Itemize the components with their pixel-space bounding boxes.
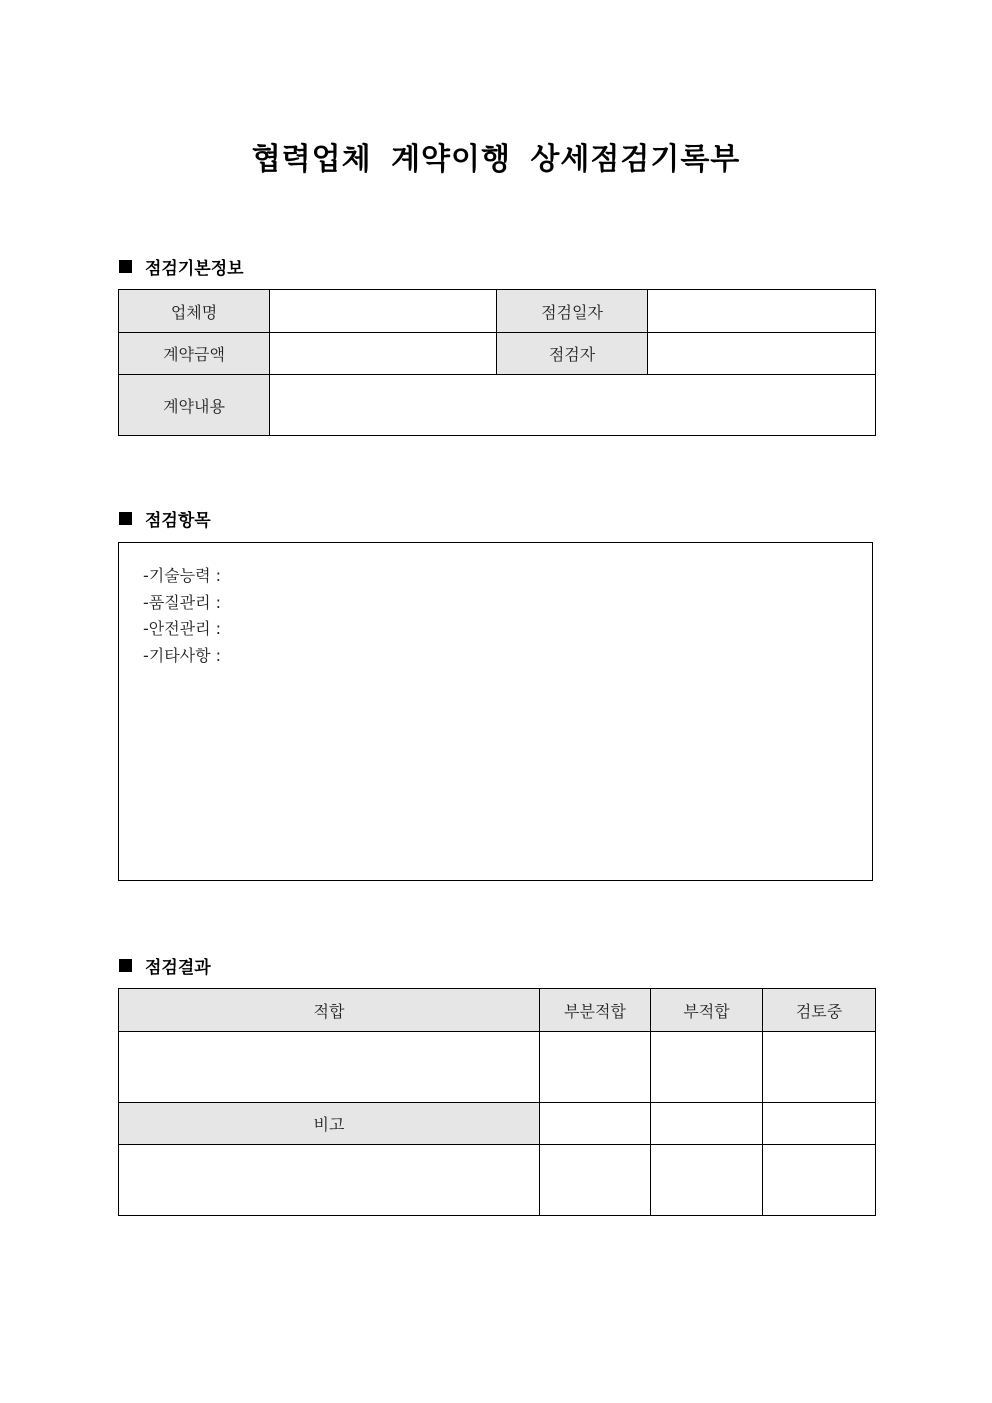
document-title: 협력업체 계약이행 상세점검기록부 bbox=[251, 142, 741, 177]
column-header-compliant: 적합 bbox=[119, 989, 540, 1032]
empty-cell[interactable] bbox=[651, 1103, 763, 1145]
section-heading-inspection-items bbox=[119, 506, 211, 531]
remarks-cell[interactable] bbox=[763, 1145, 876, 1216]
company-name-label: 업체명 bbox=[119, 290, 270, 333]
remarks-cell[interactable] bbox=[651, 1145, 763, 1216]
inspection-results-table bbox=[118, 988, 876, 1216]
contract-details-field[interactable] bbox=[270, 375, 876, 436]
column-header-partially-compliant: 부분적합 bbox=[540, 989, 651, 1032]
item-technical-capability: -기술능력 : bbox=[143, 566, 222, 585]
partially-compliant-cell[interactable] bbox=[540, 1032, 651, 1103]
inspector-field[interactable] bbox=[648, 333, 876, 375]
contract-amount-label: 계약금액 bbox=[119, 333, 270, 375]
inspection-items-box[interactable] bbox=[118, 542, 873, 881]
section-heading-label: 점검항목 bbox=[145, 511, 211, 531]
black-square-icon bbox=[119, 260, 132, 273]
table-row bbox=[119, 375, 876, 436]
non-compliant-cell[interactable] bbox=[651, 1032, 763, 1103]
item-other-matters: -기타사항 : bbox=[143, 645, 222, 665]
table-row bbox=[119, 290, 876, 333]
table-row bbox=[119, 1103, 876, 1145]
remarks-field[interactable] bbox=[119, 1145, 540, 1216]
empty-cell[interactable] bbox=[763, 1103, 876, 1145]
company-name-field[interactable] bbox=[270, 290, 497, 333]
inspector-label: 점검자 bbox=[497, 333, 648, 375]
section-heading-inspection-results bbox=[119, 953, 211, 978]
remarks-cell[interactable] bbox=[540, 1145, 651, 1216]
basic-info-table bbox=[118, 289, 876, 436]
section-heading-label: 점검결과 bbox=[145, 958, 211, 978]
compliant-cell[interactable] bbox=[119, 1032, 540, 1103]
item-quality-management: -품질관리 : bbox=[143, 592, 222, 612]
item-safety-management: -안전관리 : bbox=[143, 619, 222, 638]
empty-cell[interactable] bbox=[540, 1103, 651, 1145]
under-review-cell[interactable] bbox=[763, 1032, 876, 1103]
inspection-date-field[interactable] bbox=[648, 290, 876, 333]
table-row bbox=[119, 1145, 876, 1216]
contract-amount-field[interactable] bbox=[270, 333, 497, 375]
column-header-non-compliant: 부적합 bbox=[651, 989, 763, 1032]
table-row bbox=[119, 333, 876, 375]
black-square-icon bbox=[119, 959, 132, 972]
black-square-icon bbox=[119, 512, 132, 525]
inspection-date-label: 점검일자 bbox=[497, 290, 648, 333]
section-heading-basic-info bbox=[119, 254, 244, 279]
remarks-label: 비고 bbox=[119, 1103, 540, 1145]
column-header-under-review: 검토중 bbox=[763, 989, 876, 1032]
contract-details-label: 계약내용 bbox=[119, 375, 270, 436]
table-header-row bbox=[119, 989, 876, 1032]
section-heading-label: 점검기본정보 bbox=[145, 259, 244, 279]
table-row bbox=[119, 1032, 876, 1103]
